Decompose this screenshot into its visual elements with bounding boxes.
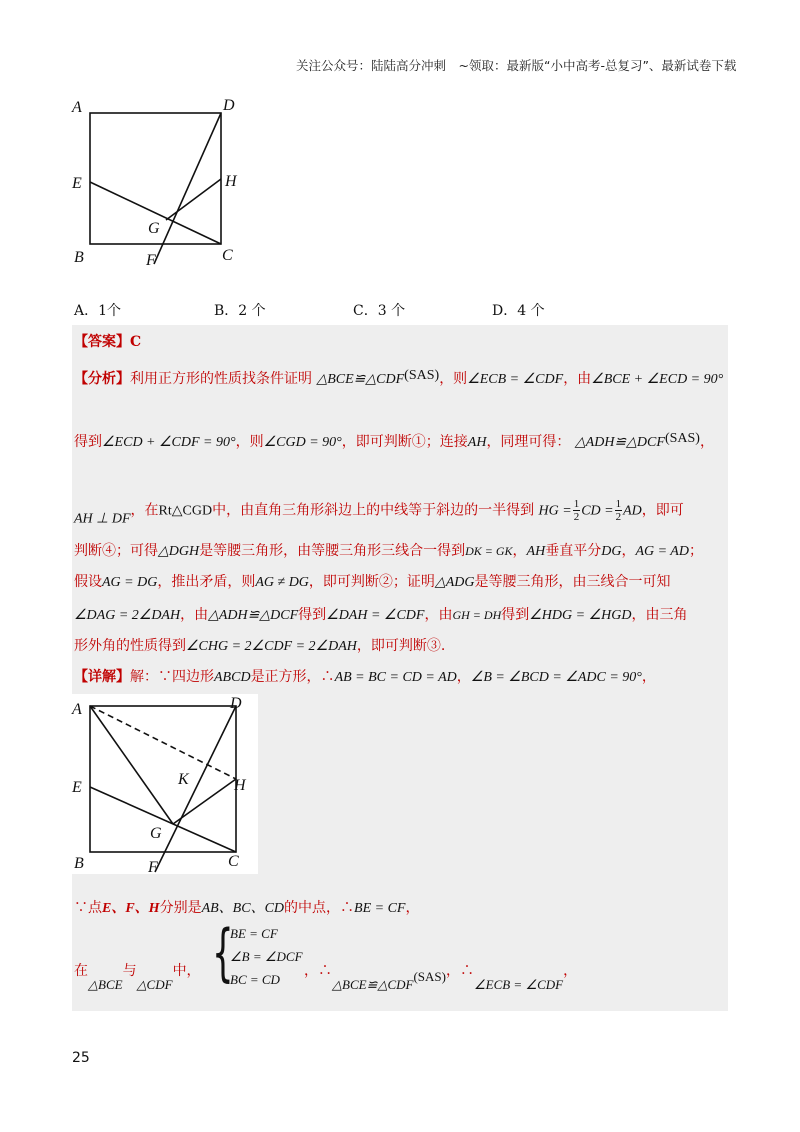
option-c[interactable]: C．3 个	[353, 303, 406, 319]
square-abcd-2	[90, 706, 236, 852]
label-g-2: G	[150, 825, 162, 842]
analysis-line-5: 假设AG = DG，推出矛盾，则AG ≠ DG，即可判断②；证明△ADG是等腰三角形，由三线合一可知	[74, 574, 671, 590]
label-k: K	[178, 771, 189, 788]
segment-ah-dashed	[90, 706, 236, 779]
page-header: 关注公众号：陆陆高分冲刺 ~领取：最新版“小中高考-总复习”、最新试卷下载	[296, 58, 737, 73]
segment-df	[154, 113, 221, 264]
segment-gh	[166, 179, 221, 220]
label-d-2: D	[230, 695, 242, 712]
analysis-line-7: 形外角的性质得到∠CHG = 2∠CDF = 2∠DAH，即可判断③.	[74, 638, 446, 654]
label-e-2: E	[72, 779, 82, 796]
option-b[interactable]: B．2 个	[214, 303, 266, 319]
analysis-line-3: AH ⊥ DF，在Rt△CGD中，由直角三角形斜边上的中线等于斜边的一半得到 HG = $\frac{1}{2}$ CD = $\frac{1}{2}$ AD，即可	[74, 498, 684, 527]
analysis-line-2: 得到∠ECD + ∠CDF = 90°，则∠CGD = 90°，即可判断①；连接AH，同理可得： △ADH≌△DCF(SAS)，	[74, 431, 714, 450]
analysis-line-6: ∠DAG = 2∠DAH，由△ADH≌△DCF得到∠DAH = ∠CDF，由GH = DH得到∠HDG = ∠HGD，由三角	[74, 607, 688, 623]
equation-system: { BE = CF ∠B = ∠DCF BC = CD	[212, 916, 303, 989]
label-a: A	[72, 99, 82, 116]
analysis-line-1: 【分析】利用正方形的性质找条件证明 △BCE≌△CDF(SAS)，则∠ECB = ∠CDF，由∠BCE + ∠ECD = 90°	[74, 368, 724, 387]
label-b-2: B	[74, 855, 84, 872]
option-d[interactable]: D．4 个	[492, 303, 545, 319]
label-f-2: F	[148, 859, 158, 874]
label-c-2: C	[228, 853, 239, 870]
analysis-line-4: 判断④；可得△DGH是等腰三角形，由等腰三角形三线合一得到DK = GK，AH垂直平分DG，AG = AD；	[74, 543, 703, 559]
label-h-2: H	[234, 777, 246, 794]
midpoint-line: ∵点E、F、H分别是AB、BC、CD的中点，∴BE = CF，	[74, 900, 420, 916]
detail-line-1: 【详解】解：∵四边形ABCD是正方形，∴AB = BC = CD = AD，∠B = ∠BCD = ∠ADC = 90°，	[74, 669, 656, 685]
label-a-2: A	[72, 701, 82, 718]
label-e: E	[72, 175, 82, 192]
label-g: G	[148, 220, 160, 237]
label-f: F	[146, 252, 156, 269]
segment-ec-2	[90, 787, 236, 852]
answer-options	[74, 300, 594, 320]
geometry-figure-2	[66, 694, 258, 874]
congruence-line-prefix: 在△BCE与△CDF中，	[74, 963, 201, 992]
label-h: H	[225, 173, 237, 190]
option-a[interactable]: A．1个	[74, 303, 122, 319]
label-d: D	[223, 97, 235, 114]
answer-line: 【答案】C	[74, 334, 142, 350]
label-b: B	[74, 249, 84, 266]
page-number: 25	[72, 1050, 90, 1066]
geometry-figure-1	[60, 92, 250, 272]
label-c: C	[222, 247, 233, 264]
congruence-line-result: ，∴△BCE≌△CDF(SAS)，∴∠ECB = ∠CDF，	[304, 963, 578, 992]
